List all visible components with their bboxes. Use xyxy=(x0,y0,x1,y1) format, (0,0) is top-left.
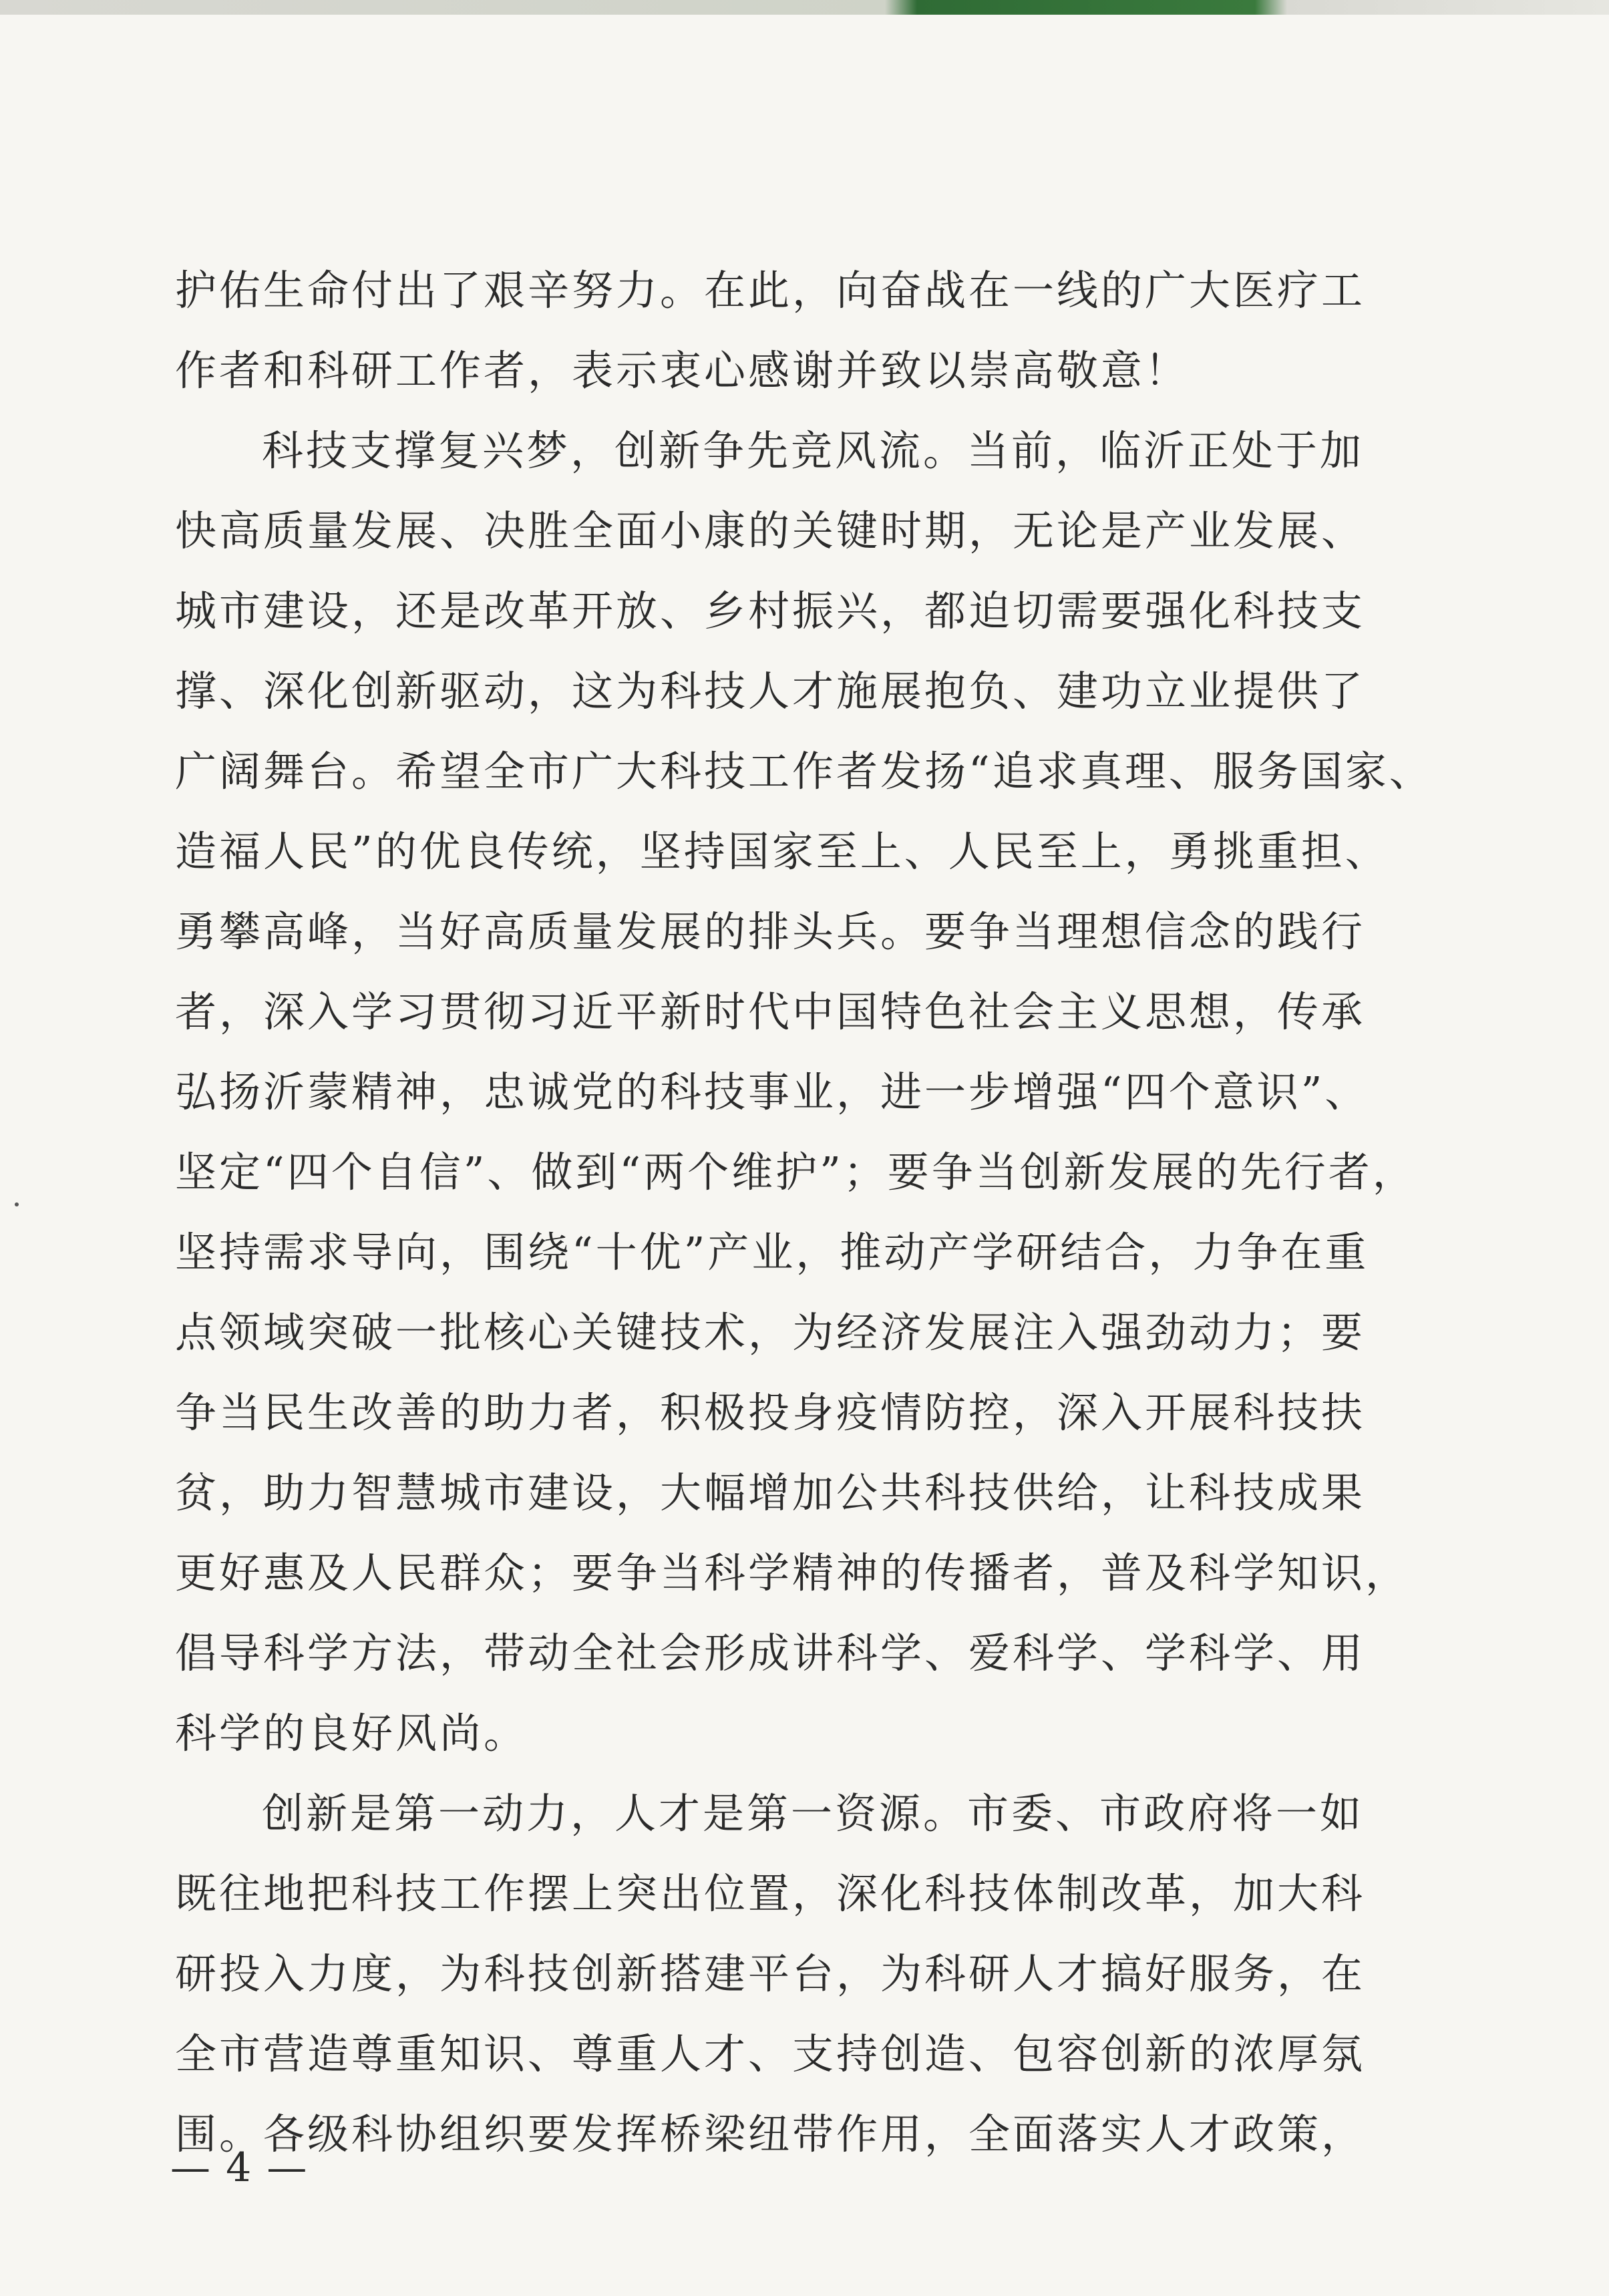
text-line: 坚持需求导向，围绕“十优”产业，推动产学研结合，力争在重 xyxy=(175,1228,1369,1277)
text-line: 造福人民”的优良传统，坚持国家至上、人民至上，勇挑重担、 xyxy=(175,827,1389,876)
text-line: 倡导科学方法，带动全社会形成讲科学、爱科学、学科学、用 xyxy=(175,1629,1366,1677)
text-line: 研投入力度，为科技创新搭建平台，为科研人才搞好服务，在 xyxy=(175,1949,1366,1998)
text-line: 既往地把科技工作摆上突出位置，深化科技体制改革，加大科 xyxy=(175,1869,1366,1918)
scan-top-edge xyxy=(0,0,1609,15)
text-line: 科学的良好风尚。 xyxy=(175,1709,528,1758)
paragraph-start-line: 创新是第一动力，人才是第一资源。市委、市政府将一如 xyxy=(262,1789,1365,1838)
text-line: 点领域突破一批核心关键技术，为经济发展注入强劲动力；要 xyxy=(175,1308,1366,1357)
text-line: 贫，助力智慧城市建设，大幅增加公共科技供给，让科技成果 xyxy=(175,1468,1366,1517)
text-line: 争当民生改善的助力者，积极投身疫情防控，深入开展科技扶 xyxy=(175,1388,1366,1437)
text-line: 勇攀高峰，当好高质量发展的排头兵。要争当理想信念的践行 xyxy=(175,907,1366,956)
text-line: 坚定“四个自信”、做到“两个维护”；要争当创新发展的先行者， xyxy=(175,1148,1417,1196)
text-line: 城市建设，还是改革开放、乡村振兴，都迫切需要强化科技支 xyxy=(175,587,1366,635)
text-line: 弘扬沂蒙精神，忠诚党的科技事业，进一步增强“四个意识”、 xyxy=(175,1068,1369,1116)
page-number: — 4 — xyxy=(170,2144,309,2191)
paragraph-start-line: 科技支撑复兴梦，创新争先竞风流。当前，临沂正处于加 xyxy=(262,426,1365,475)
text-line: 更好惠及人民群众；要争当科学精神的传播者，普及科学知识， xyxy=(175,1548,1410,1597)
text-line: 护佑生命付出了艰辛努力。在此，向奋战在一线的广大医疗工 xyxy=(175,266,1366,315)
punch-mark xyxy=(15,1202,19,1206)
text-line: 作者和科研工作者，表示衷心感谢并致以崇高敬意！ xyxy=(175,346,1190,395)
text-line: 者，深入学习贯彻习近平新时代中国特色社会主义思想，传承 xyxy=(175,987,1366,1036)
text-line: 撑、深化创新驱动，这为科技人才施展抱负、建功立业提供了 xyxy=(175,667,1366,715)
text-line: 广阔舞台。希望全市广大科技工作者发扬“追求真理、服务国家、 xyxy=(175,747,1433,796)
text-line: 围。各级科协组织要发挥桥梁纽带作用，全面落实人才政策， xyxy=(175,2110,1366,2158)
text-line: 全市营造尊重知识、尊重人才、支持创造、包容创新的浓厚氛 xyxy=(175,2029,1366,2078)
document-body xyxy=(175,251,1433,2174)
text-line: 快高质量发展、决胜全面小康的关键时期，无论是产业发展、 xyxy=(175,506,1366,555)
